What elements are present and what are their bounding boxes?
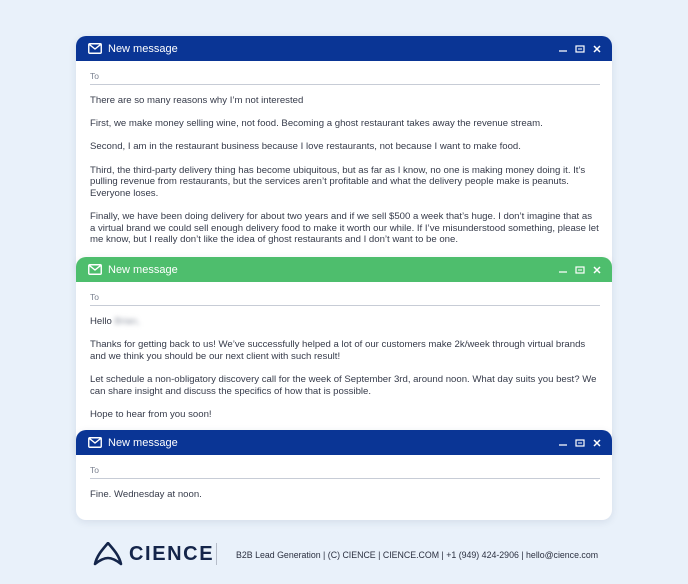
body-paragraph: Hope to hear from you soon!: [90, 408, 212, 420]
email-title: New message: [108, 263, 178, 276]
body-paragraph: First, we make money selling wine, not food. Becoming a ghost restaurant takes away the revenue stream.: [90, 118, 543, 130]
close-icon[interactable]: [591, 264, 602, 275]
footer-info: B2B Lead Generation | (C) CIENCE | CIENCE.COM | +1 (949) 424-2906 | hello@cience.com: [236, 550, 599, 560]
recipient-name: Brian,: [114, 316, 140, 327]
body-paragraph: Thanks for getting back to us! We’ve successfully helped a lot of our customers make 2k/week through virtual brands and we think you should be our next client with such result!: [90, 339, 586, 362]
email-window-3: [76, 430, 612, 520]
email-body: [76, 85, 612, 246]
minimize-icon[interactable]: [557, 43, 568, 54]
to-field[interactable]: [90, 67, 600, 85]
to-label: To: [90, 70, 99, 81]
minimize-icon[interactable]: [557, 437, 568, 448]
email-titlebar: [76, 257, 612, 282]
minimize-icon[interactable]: [557, 264, 568, 275]
maximize-icon[interactable]: [574, 264, 585, 275]
body-paragraph: Let schedule a non-obligatory discovery call for the week of September 3rd, around noon. What day suits you best? We can share insight and discuss the specifics of how that is possible.: [90, 373, 597, 397]
mail-icon: [88, 437, 102, 448]
to-field[interactable]: [90, 461, 600, 479]
body-paragraph: There are so many reasons why I’m not interested: [90, 95, 304, 106]
email-titlebar: [76, 36, 612, 61]
body-paragraph: Second, I am in the restaurant business because I love restaurants, not because I want to make food.: [90, 141, 521, 153]
mail-icon: [88, 43, 102, 54]
to-label: To: [90, 464, 99, 475]
to-label: To: [90, 291, 99, 302]
email-title: New message: [108, 42, 178, 55]
greeting: Hello Brian,: [90, 316, 140, 327]
brand-name: CIENCE: [129, 542, 215, 565]
close-icon[interactable]: [591, 43, 602, 54]
mail-icon: [88, 264, 102, 275]
email-body: [76, 306, 612, 420]
cience-logo: [93, 542, 214, 566]
email-window-1: [76, 36, 612, 272]
to-field[interactable]: [90, 288, 600, 306]
maximize-icon[interactable]: [574, 43, 585, 54]
email-window-2: [76, 257, 612, 457]
body-paragraph: Fine. Wednesday at noon.: [90, 489, 202, 500]
body-paragraph: Third, the third-party delivery thing has become ubiquitous, but as far as I know, no one is making money doing it. It’s pulling revenue from restaurants, but the services aren’t profitable and what the delivery people make is peanuts. Everyone loses.: [90, 164, 586, 199]
footer-divider: [216, 543, 217, 565]
email-title: New message: [108, 436, 178, 449]
footer: [0, 536, 688, 576]
body-paragraph: Finally, we have been doing delivery for about two years and if we sell $500 a week that’s huge. I don’t imagine that as a virtual brand we could sell enough delivery food to make it worth our while. If I’ve misunderstood something, please let me know, but I really don’t like the idea of ghost restaurants and I don’t want to be one.: [90, 210, 599, 246]
maximize-icon[interactable]: [574, 437, 585, 448]
close-icon[interactable]: [591, 437, 602, 448]
email-titlebar: [76, 430, 612, 455]
email-body: [76, 479, 612, 501]
cience-logo-icon: [93, 542, 123, 566]
